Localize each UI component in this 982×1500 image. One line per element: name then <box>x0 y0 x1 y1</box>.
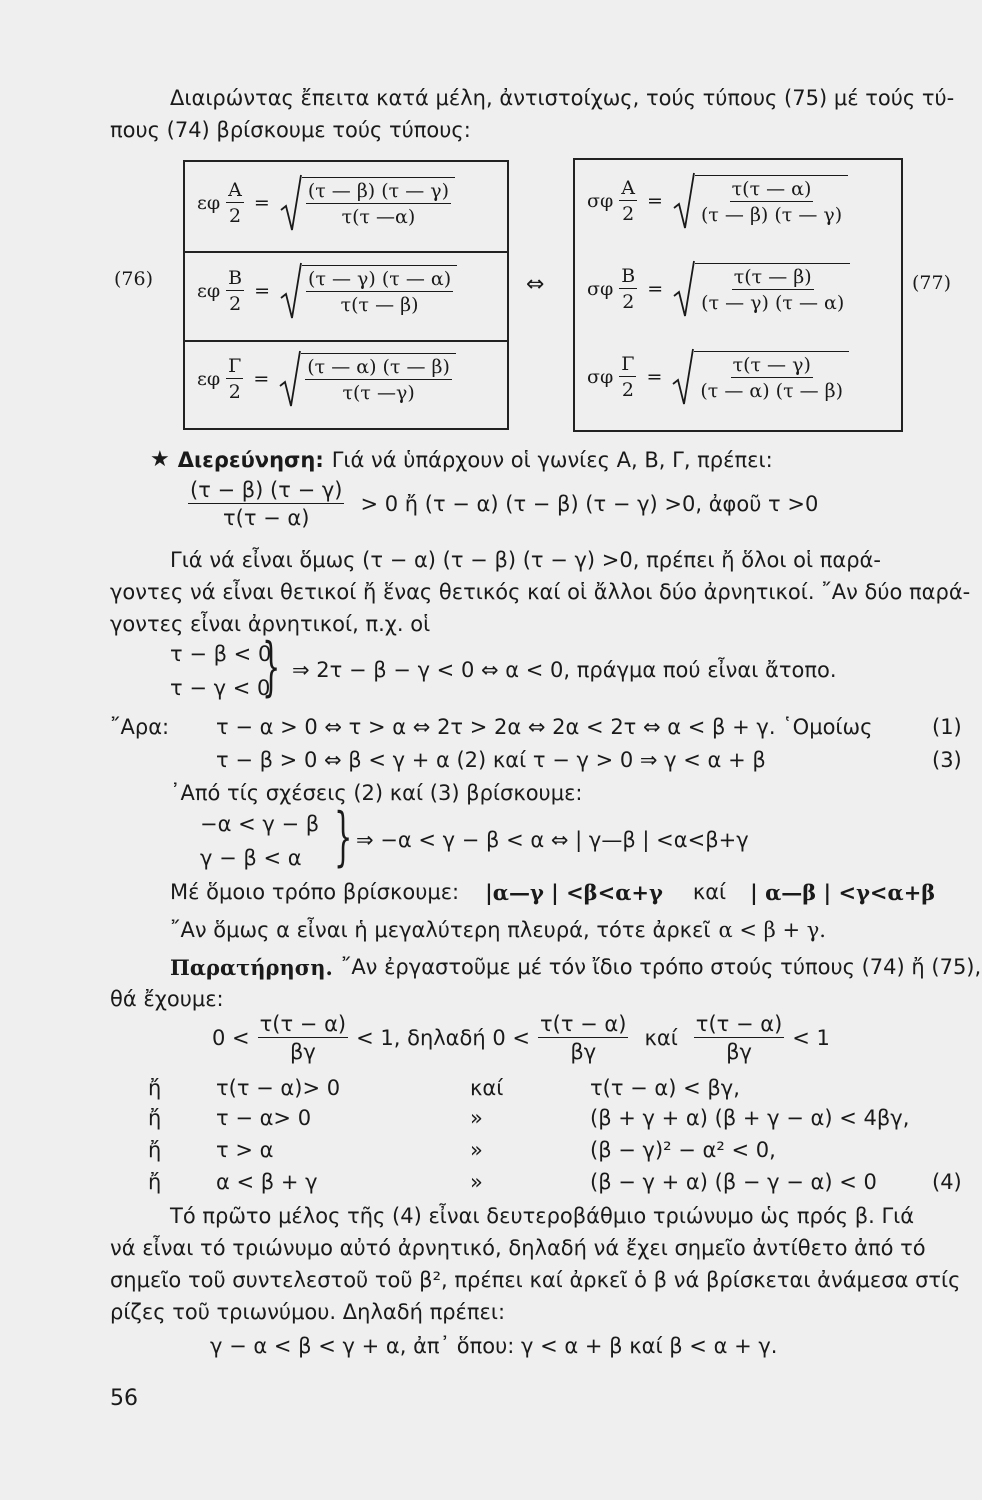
angle-divisor: 2 <box>621 379 634 401</box>
left_box-row <box>197 174 455 232</box>
tan-half-angle-box <box>183 160 509 430</box>
left_box-row <box>197 262 457 320</box>
square-root <box>279 350 456 408</box>
star-icon: ★ <box>150 447 170 472</box>
largest-line <box>170 918 826 942</box>
equation-label-77: (77) <box>912 272 952 294</box>
para1-line-1: Γιά νά εἶναι ὅμως (τ − α) (τ − β) (τ − γ) >0, πρέπει ἤ ὅλοι οἱ παρά- <box>170 548 881 572</box>
equals-sign: = <box>253 368 270 390</box>
ineq-fraction-1 <box>258 1012 348 1064</box>
angle-name: Β <box>621 265 636 287</box>
function-name: σφ <box>587 190 614 212</box>
half-angle-fraction <box>619 353 636 401</box>
angle-divisor: 2 <box>229 293 242 315</box>
chain-right: (β + γ + α) (β + γ − α) < 4βγ, <box>590 1106 910 1130</box>
chain-left: α < β + γ <box>216 1170 318 1194</box>
tag-3: (3) <box>932 748 962 772</box>
ineq-zero: 0 < <box>212 1026 250 1050</box>
chain-right: τ(τ − α) < βγ, <box>590 1076 740 1100</box>
cot-half-angle-box <box>573 158 903 432</box>
radicand-numerator: (τ — α) (τ — β) <box>307 355 450 378</box>
ineq-num-1: τ(τ − α) <box>259 1012 347 1036</box>
final-line-2: νά εἶναι τό τριώνυμο αὐτό ἀρνητικό, δηλαδή νά ἔχει σημεῖο ἀντίθετο ἀπό τό <box>110 1236 926 1260</box>
equals-sign: = <box>646 366 663 388</box>
function-name: εφ <box>197 280 221 302</box>
radicand-denominator: τ(τ — β) <box>340 293 419 316</box>
fraction-numerator: (τ − β) (τ − γ) <box>190 478 343 502</box>
remark-line <box>170 955 981 980</box>
radicand-fraction <box>306 268 453 316</box>
square-root <box>673 172 848 230</box>
chain-mid: » <box>470 1106 483 1130</box>
equivalence-symbol: ⇔ <box>526 272 545 297</box>
system2-row-1: −α < γ − β <box>200 812 320 836</box>
square-root-icon <box>280 174 302 232</box>
radicand-numerator: τ(τ — α) <box>731 177 812 200</box>
angle-name: Β <box>228 267 243 289</box>
similar-result-2: | α—β | <γ<α+β <box>750 880 936 905</box>
angle-divisor: 2 <box>228 381 241 403</box>
ineq-den-2: βγ <box>570 1040 597 1064</box>
equals-sign: = <box>647 278 664 300</box>
radicand-denominator: (τ — α) (τ — β) <box>700 379 844 402</box>
angle-name: Α <box>621 177 636 199</box>
final-line-3: σημεῖο τοῦ συντελεστοῦ τοῦ β², πρέπει καί ἀρκεῖ ὁ β νά βρίσκεται ἀνάμεσα στίς <box>110 1268 961 1292</box>
half-angle-fraction <box>226 355 243 403</box>
ineq-and: καί <box>644 1026 678 1050</box>
chain-right: (β − γ + α) (β − γ − α) < 0 <box>590 1170 877 1194</box>
largest-condition: α < β + γ. <box>718 918 826 942</box>
function-name: εφ <box>197 192 221 214</box>
angle-divisor: 2 <box>622 203 635 225</box>
half-angle-fraction <box>226 179 244 227</box>
chain-mid: καί <box>470 1076 504 1100</box>
chain-mid: » <box>470 1138 483 1162</box>
angle-name: Γ <box>228 355 242 377</box>
chain-or: ἤ <box>148 1106 162 1130</box>
radicand-denominator: (τ — γ) (τ — α) <box>701 291 845 314</box>
similar-line <box>170 880 935 905</box>
ara-line-2: τ − β > 0 ⇔ β < γ + α (2) καί τ − γ > 0 ⇒ γ < α + β <box>216 748 766 772</box>
square-root-icon <box>280 262 302 320</box>
ineq-end: < 1 <box>792 1026 830 1050</box>
square-root-icon <box>279 350 301 408</box>
radicand-fraction <box>698 354 845 402</box>
system1-row-2: τ − γ < 0 <box>170 676 271 700</box>
system2-result: ⇒ −α < γ − β < α ⇔ | γ—β | <α<β+γ <box>356 828 749 852</box>
chain-left: τ > α <box>216 1138 274 1162</box>
system1-row-1: τ − β < 0 <box>170 642 272 666</box>
chain-left: τ(τ − α)> 0 <box>216 1076 341 1100</box>
radicand-fraction <box>305 356 452 404</box>
ineq-den-1: βγ <box>289 1040 316 1064</box>
function-name: σφ <box>587 366 614 388</box>
final-line-4: ρίζες τοῦ τριωνύμου. Δηλαδή πρέπει: <box>110 1300 506 1324</box>
chain-or: ἤ <box>148 1170 162 1194</box>
radicand-numerator: (τ — γ) (τ — α) <box>308 267 452 290</box>
radicand-numerator: τ(τ — γ) <box>732 353 811 376</box>
ineq-fraction-2 <box>538 1012 628 1064</box>
tag-1: (1) <box>932 715 962 739</box>
similar-and: καί <box>692 880 727 904</box>
radicand-numerator: (τ — β) (τ — γ) <box>307 179 450 202</box>
condition-line <box>188 478 818 530</box>
square-root <box>673 260 850 318</box>
remark-text: ῎Αν ἐργαστοῦμε μέ τόν ἴδιο τρόπο στούς τύπους (74) ἤ (75), <box>340 955 982 979</box>
chain-mid: » <box>470 1170 483 1194</box>
angle-divisor: 2 <box>622 291 635 313</box>
half-angle-fraction <box>226 267 244 315</box>
angle-name: Α <box>228 179 242 201</box>
page-number: 56 <box>110 1386 138 1411</box>
system1-result: ⇒ 2τ − β − γ < 0 ⇔ α < 0, πράγμα πού εἶναι ἄτοπο. <box>292 658 837 682</box>
left_box-row <box>197 350 456 408</box>
condition-text: > 0 ἤ (τ − α) (τ − β) (τ − γ) >0, ἀφοῦ τ >0 <box>360 492 819 516</box>
angle-name: Γ <box>621 353 635 375</box>
similar-text: Μέ ὅμοιο τρόπο βρίσκουμε: <box>170 880 460 904</box>
equals-sign: = <box>254 280 271 302</box>
condition-fraction <box>188 478 344 530</box>
angle-divisor: 2 <box>228 205 242 227</box>
radicand-denominator: τ(τ —α) <box>341 205 416 228</box>
intro-line-2: πους (74) βρίσκουμε τούς τύπους: <box>110 118 471 142</box>
chain-or: ἤ <box>148 1076 162 1100</box>
system1-brace: } <box>262 630 281 704</box>
similar-result-1: |α—γ | <β<α+γ <box>485 880 663 905</box>
ineq-middle: < 1, δηλαδή 0 < <box>356 1026 530 1050</box>
ineq-den-3: βγ <box>726 1040 752 1064</box>
para1-line-2: γοντες νά εἶναι θετικοί ἤ ἕνας θετικός καί οἱ ἄλλοι δύο ἀρνητικοί. ῎Αν δύο παρά- <box>110 580 971 604</box>
largest-text: ῎Αν ὅμως α εἶναι ἡ μεγαλύτερη πλευρά, τότε ἀρκεῖ <box>170 918 711 942</box>
fraction-denominator: τ(τ − α) <box>223 506 310 530</box>
radicand-denominator: τ(τ —γ) <box>342 381 415 404</box>
function-name: σφ <box>587 278 614 300</box>
square-root <box>280 174 455 232</box>
investigation-heading: Διερεύνηση: <box>177 447 324 472</box>
investigation-line <box>150 447 773 472</box>
ineq-num-2: τ(τ − α) <box>540 1012 627 1036</box>
chain-tag: (4) <box>932 1170 962 1194</box>
final-line-1: Τό πρῶτο μέλος τῆς (4) εἶναι δευτεροβάθμιο τριώνυμο ὡς πρός β. Γιά <box>170 1204 915 1228</box>
remark-line-2: θά ἔχουμε: <box>110 987 224 1011</box>
remark-heading: Παρατήρηση. <box>170 955 333 980</box>
intro-line-1: Διαιρώντας ἔπειτα κατά μέλη, ἀντιστοίχως, τούς τύπους (75) μέ τούς τύ- <box>170 86 955 110</box>
chain-left: τ − α> 0 <box>216 1106 312 1130</box>
investigation-text: Γιά νά ὑπάρχουν οἱ γωνίες Α, Β, Γ, πρέπει: <box>331 447 773 472</box>
equation-label-76: (76) <box>114 268 154 290</box>
ineq-num-3: τ(τ − α) <box>695 1012 783 1036</box>
function-name: εφ <box>197 368 221 390</box>
ara-line-1: τ − α > 0 ⇔ τ > α ⇔ 2τ > 2α ⇔ 2α < 2τ ⇔ α < β + γ. ῾Ομοίως <box>216 715 873 739</box>
square-root-icon <box>673 260 695 318</box>
square-root <box>672 348 849 406</box>
right_box-row <box>587 348 849 406</box>
chain-or: ἤ <box>148 1138 162 1162</box>
ara-label: ῎Αρα: <box>110 715 170 739</box>
equals-sign: = <box>253 192 270 214</box>
radicand-fraction <box>699 266 846 314</box>
radicand-denominator: (τ — β) (τ — γ) <box>700 203 843 226</box>
system2-brace: } <box>334 800 353 874</box>
para1-line-3: γοντες εἶναι ἀρνητικοί, π.χ. οἱ <box>110 612 431 636</box>
square-root-icon <box>673 172 695 230</box>
equals-sign: = <box>647 190 663 212</box>
system2-row-2: γ − β < α <box>200 846 302 870</box>
right_box-row <box>587 260 850 318</box>
final-line-5: γ − α < β < γ + α, ἀπ᾽ ὅπου: γ < α + β καί β < α + γ. <box>210 1334 778 1358</box>
square-root-icon <box>672 348 694 406</box>
square-root <box>280 262 457 320</box>
inequality-line <box>212 1012 830 1064</box>
half-angle-fraction <box>619 265 637 313</box>
radicand-fraction <box>306 180 451 228</box>
radicand-numerator: τ(τ — β) <box>733 265 812 288</box>
relations-line: ᾽Από τίς σχέσεις (2) καί (3) βρίσκουμε: <box>170 781 583 805</box>
radicand-fraction <box>699 178 844 226</box>
chain-right: (β − γ)² − α² < 0, <box>590 1138 776 1162</box>
right_box-row <box>587 172 848 230</box>
half-angle-fraction <box>619 177 637 225</box>
ineq-fraction-3 <box>694 1012 784 1064</box>
